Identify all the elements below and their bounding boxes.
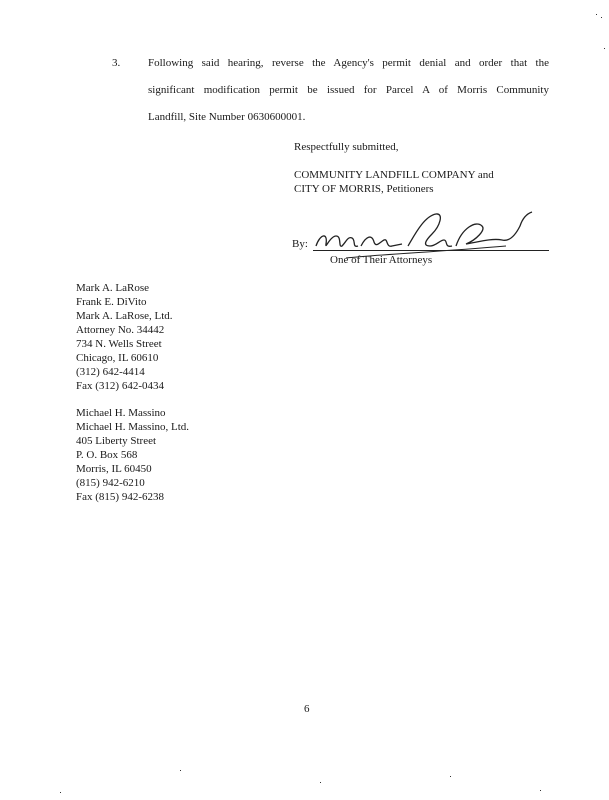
- scan-speck: [60, 792, 61, 793]
- scan-speck: [596, 14, 597, 15]
- counsel-line: Michael H. Massino: [76, 407, 166, 419]
- counsel-line: Frank E. DiVito: [76, 296, 147, 308]
- scan-speck: [180, 770, 181, 771]
- scan-speck: [540, 790, 541, 791]
- counsel-line: Attorney No. 34442: [76, 324, 165, 336]
- counsel-line: 734 N. Wells Street: [76, 338, 162, 350]
- counsel-line: Morris, IL 60450: [76, 463, 152, 475]
- counsel-block-larose: [76, 281, 173, 393]
- item-number: 3.: [112, 57, 121, 69]
- counsel-line: (815) 942-6210: [76, 477, 145, 489]
- scan-speck: [604, 48, 605, 49]
- page-number: 6: [304, 703, 310, 715]
- counsel-block-massino: [76, 406, 189, 504]
- signature-caption: One of Their Attorneys: [330, 254, 433, 266]
- counsel-line: (312) 642-4414: [76, 366, 145, 378]
- item-text-line-1: Following said hearing, reverse the Agency's permit denial and order that the: [148, 57, 549, 69]
- counsel-line: Fax (815) 942-6238: [76, 491, 164, 503]
- petitioner-line-2: CITY OF MORRIS, Petitioners: [294, 183, 434, 195]
- counsel-line: P. O. Box 568: [76, 449, 138, 461]
- closing-phrase: Respectfully submitted,: [294, 141, 399, 153]
- counsel-line: Chicago, IL 60610: [76, 352, 159, 364]
- counsel-line: Fax (312) 642-0434: [76, 380, 164, 392]
- counsel-line: Michael H. Massino, Ltd.: [76, 421, 190, 433]
- petitioner-line-1: COMMUNITY LANDFILL COMPANY and: [294, 169, 494, 181]
- counsel-line: 405 Liberty Street: [76, 435, 157, 447]
- scan-speck: [601, 17, 602, 18]
- by-label: By:: [292, 238, 308, 250]
- item-text-line-3: Landfill, Site Number 0630600001.: [148, 111, 306, 123]
- counsel-line: Mark A. LaRose, Ltd.: [76, 310, 173, 322]
- scan-speck: [450, 776, 451, 777]
- item-text-line-2: significant modification permit be issued for Parcel A of Morris Community: [148, 84, 549, 96]
- counsel-line: Mark A. LaRose: [76, 282, 150, 294]
- scan-speck: [320, 782, 321, 783]
